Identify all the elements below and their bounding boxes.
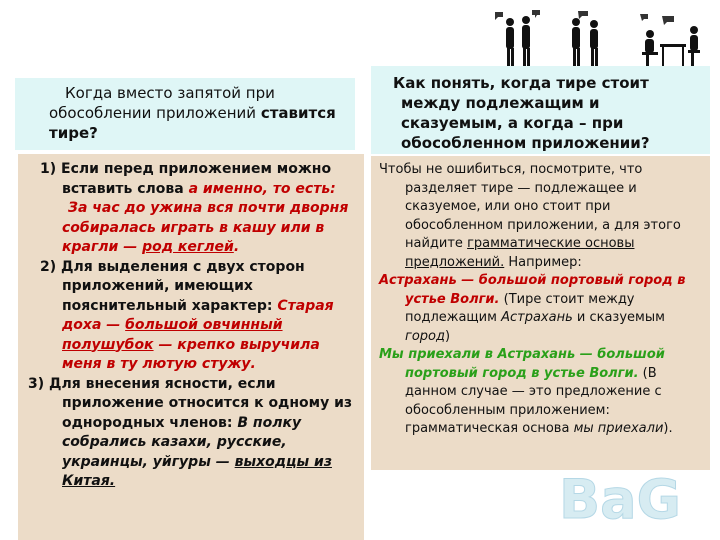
question-right-box [371, 66, 710, 154]
answer-paragraph [379, 161, 704, 272]
rule-1-example-underlined: род кеглей [142, 239, 234, 255]
rule-2-example-underlined: большой овчинный полушубок [62, 317, 283, 353]
rules-box [18, 154, 364, 540]
rule-1-example-end: . [233, 239, 240, 255]
question-right-text: Как понять, когда тире стоит между подлежащим и сказуемым, а когда – при обособленном приложении? [393, 74, 650, 152]
answer-example-2-basis: мы приехали [573, 421, 664, 436]
rule-1-example [28, 199, 358, 258]
rule-1 [28, 160, 358, 199]
question-left-line: Когда вместо запятой при обособлении приложений [49, 84, 275, 122]
answer-box [371, 156, 710, 470]
rule-2-intro: 2) Для выделения с двух сторон приложений, имеющих пояснительный характер: [40, 258, 305, 314]
answer-example-1-subject: Астрахань [501, 310, 573, 325]
rule-3-example-start: В полку собрались казахи, русские, украинцы, уйгуры — [62, 414, 302, 470]
question-left-box [15, 78, 355, 150]
rule-1-words: а именно, то есть: [188, 180, 336, 197]
people-talking-icon [490, 8, 710, 74]
answer-example-1-predicate: город [405, 328, 445, 344]
answer-example-2-note: (В данном случае — это предложение с обособленным приложением: грамматическая основа [405, 365, 662, 436]
answer-example-2-text: Мы приехали в Астрахань — большой портовый город в устье Волги. [379, 347, 665, 381]
rule-3 [28, 375, 358, 492]
answer-example-2 [379, 346, 704, 439]
logo-text: BaG [559, 468, 681, 530]
answer-example-lead: Например: [508, 254, 582, 270]
rule-2-example-end: — крепко выручила меня в ту лютую стужу. [62, 336, 320, 372]
rule-3-example-underlined: выходцы из Китая. [62, 453, 332, 489]
rule-3-intro: 3) Для внесения ясности, если приложение относится к одному из однородных членов: [28, 375, 353, 431]
answer-example-1-note-end: ) [444, 328, 451, 344]
rule-2 [28, 258, 358, 375]
rule-2-example-start: Старая доха — [62, 297, 334, 333]
answer-example-1-note-2: и сказуемым [576, 310, 665, 325]
answer-example-1-note: (Тире стоит между подлежащим [405, 291, 635, 325]
answer-example-1-text: Астрахань — большой портовый город в устье Волги. [379, 273, 686, 307]
answer-underlined: грамматические основы предложений. [405, 236, 635, 270]
answer-example-1 [379, 272, 704, 346]
answer-example-2-note-end: ). [663, 421, 673, 436]
question-left-text [49, 83, 345, 143]
answer-intro: Чтобы не ошибиться, посмотрите, что разделяет тире — подлежащее и сказуемое, или оно стоит при обособленном приложении, а для этого найдите [379, 162, 681, 251]
rule-1-intro: 1) Если перед приложением можно вставить слова [40, 161, 332, 197]
rule-1-example-text: За час до ужина вся почти дворня собиралась играть в кашу или в крагли — [62, 200, 349, 255]
question-left-bold: ставится тире? [49, 104, 336, 142]
logo [555, 440, 685, 530]
